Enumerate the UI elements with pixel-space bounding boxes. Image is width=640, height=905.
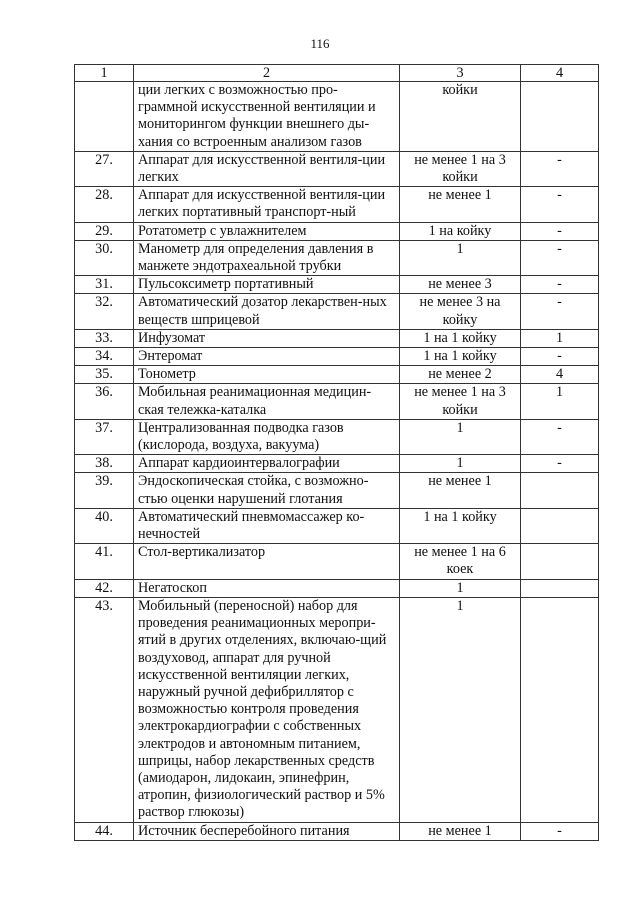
equipment-note: - bbox=[521, 822, 599, 840]
equipment-name: Инфузомат bbox=[134, 329, 400, 347]
row-number: 29. bbox=[75, 222, 134, 240]
equipment-name: Ротатометр с увлажнителем bbox=[134, 222, 400, 240]
equipment-name: Эндоскопическая стойка, с возможно-стью оценки нарушений глотания bbox=[134, 473, 400, 508]
column-header: 2 bbox=[134, 65, 400, 82]
equipment-note bbox=[521, 508, 599, 543]
equipment-note: - bbox=[521, 187, 599, 222]
row-number: 38. bbox=[75, 455, 134, 473]
equipment-note: - bbox=[521, 419, 599, 454]
table-row bbox=[75, 419, 599, 454]
row-number: 43. bbox=[75, 597, 134, 822]
table-row bbox=[75, 473, 599, 508]
equipment-quantity: 1 bbox=[400, 579, 521, 597]
equipment-quantity: 1 на 1 койку bbox=[400, 348, 521, 366]
equipment-quantity: 1 bbox=[400, 240, 521, 275]
table-row bbox=[75, 276, 599, 294]
equipment-quantity: не менее 3 bbox=[400, 276, 521, 294]
page-number: 116 bbox=[310, 36, 330, 51]
table-row bbox=[75, 187, 599, 222]
equipment-name: Источник бесперебойного питания bbox=[134, 822, 400, 840]
row-number: 39. bbox=[75, 473, 134, 508]
column-header: 4 bbox=[521, 65, 599, 82]
row-number: 37. bbox=[75, 419, 134, 454]
equipment-note: - bbox=[521, 348, 599, 366]
table-row bbox=[75, 579, 599, 597]
equipment-name: Аппарат для искусственной вентиля-ции легких портативный транспорт-ный bbox=[134, 187, 400, 222]
equipment-name: Негатоскоп bbox=[134, 579, 400, 597]
equipment-name: Мобильный (переносной) набор для проведения реанимационных меропри-ятий в других отделениях, включаю-щий воздуховод, аппарат для ручной искусственной вентиляции легких, наружный ручной дефибриллятор с возможностью контроля проведения электрокардиографии с собственных электродов и автономным питанием, шприцы, набор лекарственных средств (амиодарон, лидокаин, эпинефрин, атропин, физиологический раствор и 5% раствор глюкозы) bbox=[134, 597, 400, 822]
table-row bbox=[75, 508, 599, 543]
table-row bbox=[75, 597, 599, 822]
equipment-note: - bbox=[521, 455, 599, 473]
equipment-name: Пульсоксиметр портативный bbox=[134, 276, 400, 294]
table-header-row bbox=[75, 65, 599, 82]
equipment-note: - bbox=[521, 240, 599, 275]
equipment-name: Тонометр bbox=[134, 366, 400, 384]
equipment-name: Мобильная реанимационная медицин-ская тележка-каталка bbox=[134, 384, 400, 419]
equipment-note bbox=[521, 473, 599, 508]
column-header: 3 bbox=[400, 65, 521, 82]
table-row bbox=[75, 348, 599, 366]
equipment-quantity: не менее 1 на 3 койки bbox=[400, 151, 521, 186]
equipment-quantity: не менее 1 bbox=[400, 473, 521, 508]
equipment-note: - bbox=[521, 222, 599, 240]
equipment-quantity: не менее 1 на 3 койки bbox=[400, 384, 521, 419]
equipment-quantity: не менее 1 bbox=[400, 187, 521, 222]
table-row bbox=[75, 222, 599, 240]
row-number: 40. bbox=[75, 508, 134, 543]
equipment-quantity: не менее 1 на 6 коек bbox=[400, 544, 521, 579]
equipment-name: Энтеромат bbox=[134, 348, 400, 366]
row-number: 33. bbox=[75, 329, 134, 347]
equipment-note: 1 bbox=[521, 384, 599, 419]
row-number: 30. bbox=[75, 240, 134, 275]
equipment-name: Аппарат для искусственной вентиля-ции легких bbox=[134, 151, 400, 186]
row-number: 34. bbox=[75, 348, 134, 366]
equipment-note bbox=[521, 544, 599, 579]
row-number: 28. bbox=[75, 187, 134, 222]
equipment-name: Аппарат кардиоинтервалографии bbox=[134, 455, 400, 473]
row-number: 41. bbox=[75, 544, 134, 579]
equipment-name: Манометр для определения давления в манжете эндотрахеальной трубки bbox=[134, 240, 400, 275]
table-row bbox=[75, 82, 599, 152]
row-number: 42. bbox=[75, 579, 134, 597]
table-row bbox=[75, 455, 599, 473]
row-number: 27. bbox=[75, 151, 134, 186]
equipment-name: ции легких с возможностью про-граммной искусственной вентиляции и мониторингом функции внешнего ды-хания со встроенным анализом газов bbox=[134, 82, 400, 152]
equipment-name: Автоматический пневмомассажер ко-нечностей bbox=[134, 508, 400, 543]
table-row bbox=[75, 294, 599, 329]
row-number: 44. bbox=[75, 822, 134, 840]
row-number bbox=[75, 82, 134, 152]
equipment-note: - bbox=[521, 294, 599, 329]
equipment-quantity: 1 bbox=[400, 597, 521, 822]
row-number: 31. bbox=[75, 276, 134, 294]
equipment-note: - bbox=[521, 151, 599, 186]
table-row bbox=[75, 366, 599, 384]
equipment-name: Централизованная подводка газов (кислорода, воздуха, вакуума) bbox=[134, 419, 400, 454]
table-row bbox=[75, 544, 599, 579]
equipment-note: - bbox=[521, 276, 599, 294]
column-header: 1 bbox=[75, 65, 134, 82]
equipment-quantity: 1 bbox=[400, 455, 521, 473]
equipment-quantity: не менее 2 bbox=[400, 366, 521, 384]
equipment-note bbox=[521, 597, 599, 822]
equipment-quantity: 1 на 1 койку bbox=[400, 508, 521, 543]
equipment-quantity: 1 bbox=[400, 419, 521, 454]
equipment-quantity: 1 на 1 койку bbox=[400, 329, 521, 347]
equipment-name: Стол-вертикализатор bbox=[134, 544, 400, 579]
row-number: 36. bbox=[75, 384, 134, 419]
table-body bbox=[75, 82, 599, 841]
equipment-quantity: не менее 3 на койку bbox=[400, 294, 521, 329]
equipment-quantity: койки bbox=[400, 82, 521, 152]
table-row bbox=[75, 329, 599, 347]
equipment-note bbox=[521, 82, 599, 152]
equipment-note bbox=[521, 579, 599, 597]
equipment-quantity: 1 на койку bbox=[400, 222, 521, 240]
equipment-table bbox=[74, 64, 599, 841]
table-row bbox=[75, 384, 599, 419]
table-row bbox=[75, 151, 599, 186]
equipment-quantity: не менее 1 bbox=[400, 822, 521, 840]
table-row bbox=[75, 240, 599, 275]
equipment-note: 1 bbox=[521, 329, 599, 347]
row-number: 32. bbox=[75, 294, 134, 329]
table-row bbox=[75, 822, 599, 840]
equipment-name: Автоматический дозатор лекарствен-ных веществ шприцевой bbox=[134, 294, 400, 329]
row-number: 35. bbox=[75, 366, 134, 384]
equipment-note: 4 bbox=[521, 366, 599, 384]
